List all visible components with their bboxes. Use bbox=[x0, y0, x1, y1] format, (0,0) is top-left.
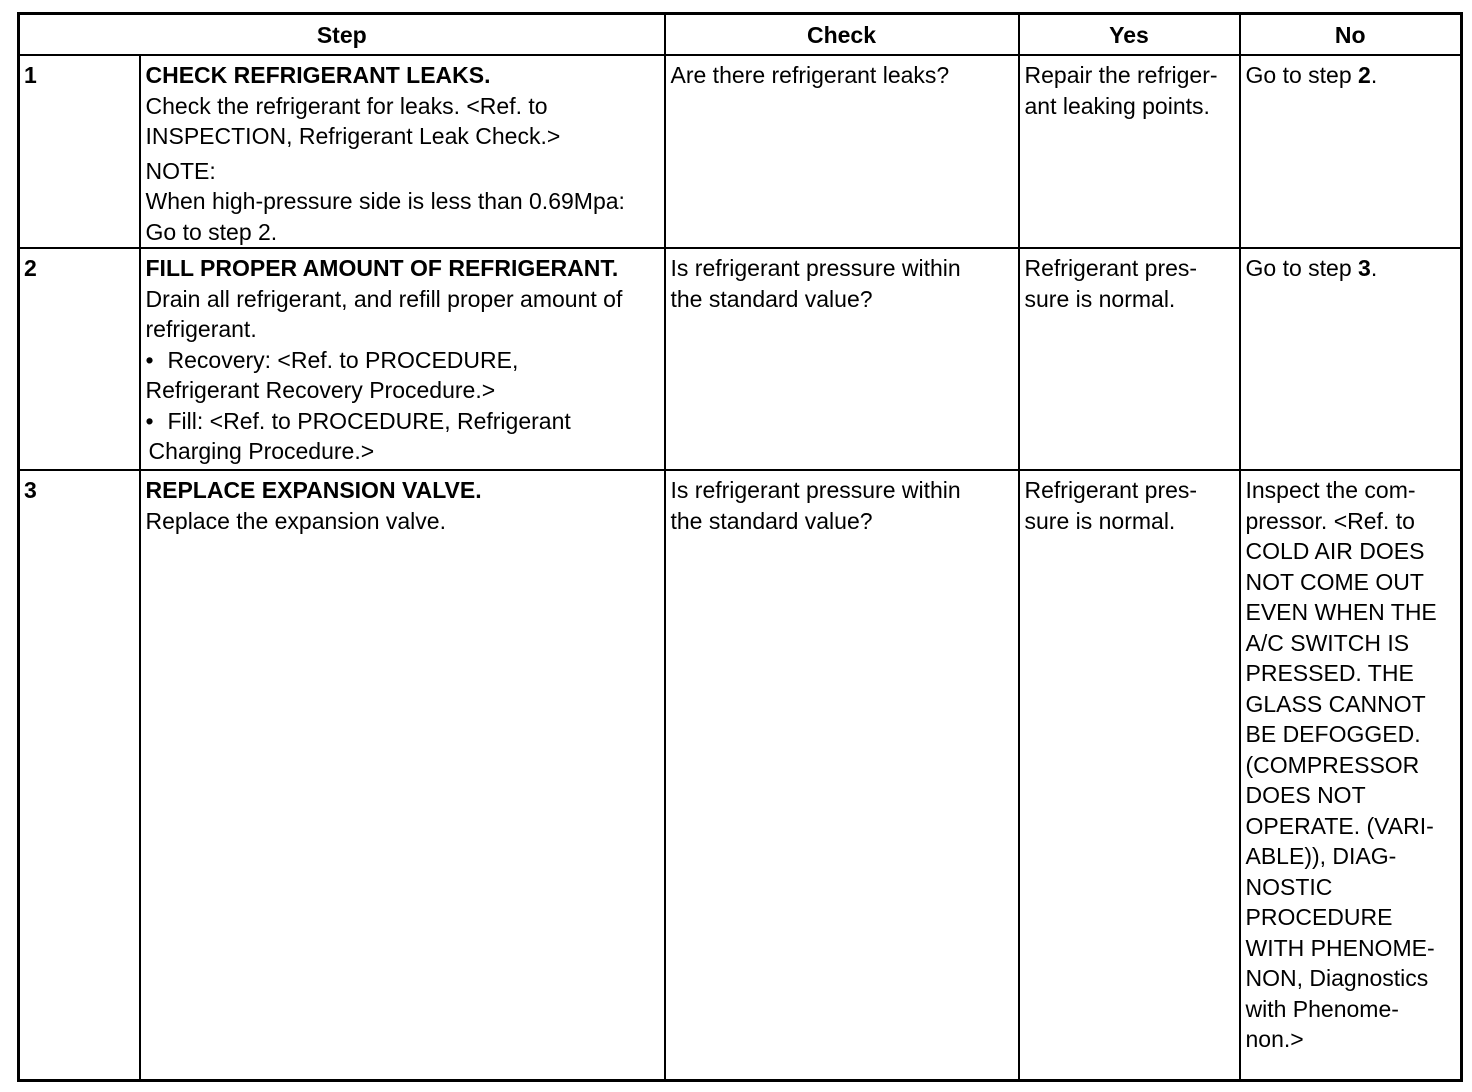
yes-cell bbox=[1019, 55, 1240, 248]
yes-text: sure is normal. bbox=[1024, 285, 1176, 312]
no-text-line: NOSTIC bbox=[1245, 873, 1333, 900]
check-text: Is refrigerant pressure within bbox=[670, 255, 961, 281]
bullet-text: Fill: <Ref. to PROCEDURE, Refrigerant bbox=[167, 407, 571, 434]
note-label: NOTE: bbox=[145, 157, 216, 184]
no-text-suffix: . bbox=[1370, 62, 1378, 88]
no-text-line: OPERATE. (VARI- bbox=[1245, 812, 1434, 839]
no-text-line: EVEN WHEN THE bbox=[1245, 599, 1437, 625]
step-title: FILL PROPER AMOUNT OF REFRIGERANT. bbox=[145, 255, 619, 281]
step-description-cell bbox=[140, 470, 665, 1081]
yes-text: sure is normal. bbox=[1024, 507, 1176, 534]
no-text-line: NOT COME OUT bbox=[1245, 568, 1424, 595]
step-title: REPLACE EXPANSION VALVE. bbox=[145, 477, 482, 503]
bullet-icon: • bbox=[145, 407, 154, 434]
no-text-suffix: . bbox=[1370, 255, 1378, 281]
bullet-text: Recovery: <Ref. to PROCEDURE, bbox=[167, 346, 519, 373]
step-number-cell bbox=[19, 470, 140, 1081]
no-cell bbox=[1240, 55, 1462, 248]
no-step-link[interactable]: 2 bbox=[1358, 62, 1371, 88]
step-body-line: refrigerant. bbox=[145, 316, 257, 342]
bullet-item bbox=[146, 406, 659, 437]
check-text: Is refrigerant pressure within bbox=[670, 477, 961, 503]
no-text-line: pressor. <Ref. to bbox=[1245, 507, 1415, 534]
yes-text: Repair the refriger- bbox=[1024, 62, 1218, 88]
header-step: Step bbox=[19, 14, 665, 56]
table-row bbox=[19, 470, 1462, 1081]
yes-cell bbox=[1019, 470, 1240, 1081]
no-cell bbox=[1240, 248, 1462, 470]
no-text-line: PRESSED. THE bbox=[1245, 660, 1414, 686]
note-line: When high-pressure side is less than 0.69Mpa: bbox=[145, 188, 625, 214]
yes-text: Refrigerant pres- bbox=[1024, 477, 1198, 503]
no-text: Go to step bbox=[1245, 255, 1359, 281]
table-row bbox=[19, 55, 1462, 248]
bullet-text-continued: Refrigerant Recovery Procedure.> bbox=[145, 377, 496, 403]
no-text-line: BE DEFOGGED. bbox=[1245, 721, 1421, 747]
step-body-line: Drain all refrigerant, and refill proper amount of bbox=[145, 285, 623, 312]
step-body-line: INSPECTION, Refrigerant Leak Check.> bbox=[145, 123, 561, 149]
no-text: Go to step bbox=[1245, 62, 1359, 88]
no-text-line: PROCEDURE bbox=[1245, 904, 1393, 930]
check-text: the standard value? bbox=[670, 285, 873, 312]
header-yes: Yes bbox=[1019, 14, 1240, 56]
no-text-line: COLD AIR DOES bbox=[1245, 538, 1425, 564]
check-cell bbox=[665, 55, 1019, 248]
step-number: 2 bbox=[24, 255, 37, 281]
diagnostic-table bbox=[17, 12, 1463, 1082]
table-row bbox=[19, 248, 1462, 470]
step-number: 3 bbox=[24, 477, 37, 503]
step-number: 1 bbox=[24, 62, 37, 88]
no-text-line: non.> bbox=[1245, 1026, 1304, 1052]
bullet-text-continued: Charging Procedure.> bbox=[148, 438, 375, 464]
check-cell bbox=[665, 248, 1019, 470]
no-text-line: A/C SWITCH IS bbox=[1245, 629, 1410, 656]
step-description-cell bbox=[140, 55, 665, 248]
check-cell bbox=[665, 470, 1019, 1081]
no-text-block bbox=[1241, 471, 1461, 1055]
step-body-line: Replace the expansion valve. bbox=[145, 507, 446, 534]
no-text-line: with Phenome- bbox=[1245, 995, 1399, 1022]
bullet-icon: • bbox=[145, 346, 154, 373]
no-text-line: DOES NOT bbox=[1245, 782, 1366, 808]
check-text: the standard value? bbox=[670, 507, 873, 534]
no-text-line: WITH PHENOME- bbox=[1245, 934, 1435, 961]
no-step-link[interactable]: 3 bbox=[1358, 255, 1371, 281]
yes-cell bbox=[1019, 248, 1240, 470]
no-text-line: Inspect the com- bbox=[1245, 477, 1416, 503]
step-number-cell bbox=[19, 55, 140, 248]
step-number-cell bbox=[19, 248, 140, 470]
check-text: Are there refrigerant leaks? bbox=[670, 62, 950, 88]
header-check: Check bbox=[665, 14, 1019, 56]
no-text-line: GLASS CANNOT bbox=[1245, 690, 1426, 717]
step-title: CHECK REFRIGERANT LEAKS. bbox=[145, 62, 491, 88]
table-header-row bbox=[19, 14, 1462, 56]
step-body-line: Check the refrigerant for leaks. <Ref. to bbox=[145, 92, 548, 119]
bullet-item bbox=[146, 345, 659, 376]
no-text-line: ABLE)), DIAG- bbox=[1245, 843, 1397, 869]
step-description-cell bbox=[140, 248, 665, 470]
no-text-line: NON, Diagnostics bbox=[1245, 965, 1429, 991]
no-cell bbox=[1240, 470, 1462, 1081]
yes-text: Refrigerant pres- bbox=[1024, 255, 1198, 281]
no-text-line: (COMPRESSOR bbox=[1245, 751, 1420, 778]
header-no: No bbox=[1240, 14, 1462, 56]
note-line: Go to step 2. bbox=[145, 218, 278, 245]
yes-text: ant leaking points. bbox=[1024, 92, 1210, 119]
